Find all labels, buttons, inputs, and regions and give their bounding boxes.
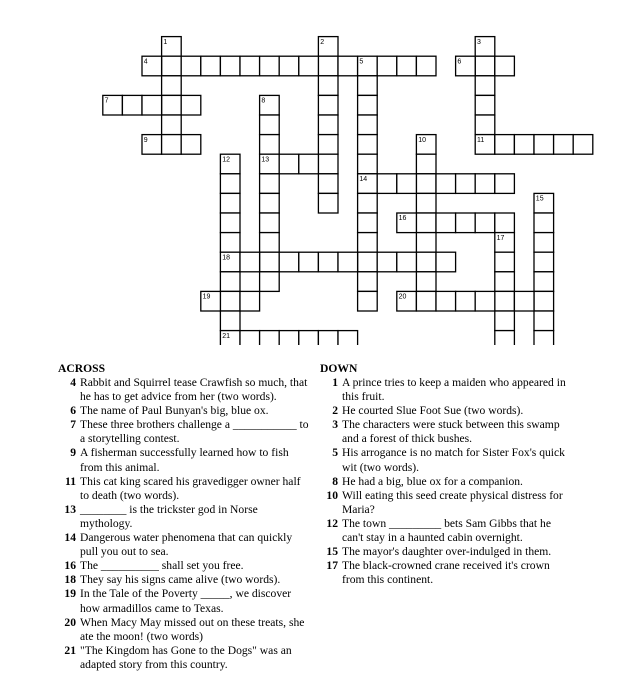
cell-number: 3 [477,38,481,46]
grid-cell[interactable] [534,233,554,253]
grid-cell[interactable] [358,135,378,155]
clue-number: 4 [70,376,76,389]
grid-cell[interactable] [416,272,436,292]
grid-cell[interactable] [338,56,358,76]
crossword-grid [0,0,620,345]
grid-cell[interactable] [475,213,495,233]
cell-number: 2 [320,38,325,46]
clue-text: They say his signs came alive (two words). [80,573,281,587]
cell-number: 1 [163,38,168,46]
cell-number: 13 [261,156,270,164]
grid-cell[interactable] [534,135,554,155]
grid-cell[interactable] [279,154,299,174]
grid-cell[interactable] [220,174,240,194]
grid-cell[interactable] [299,56,319,76]
grid-cell[interactable] [475,174,495,194]
down-clue-5 [320,446,570,474]
cell-number: 10 [418,136,426,144]
grid-cell[interactable] [318,95,338,115]
down-clue-17 [320,559,570,587]
clue-number: 18 [64,573,76,587]
grid-cell[interactable] [573,135,593,155]
grid-cell[interactable] [358,76,378,96]
down-clue-10 [320,489,570,517]
down-clue-3 [320,418,570,446]
clue-number: 5 [332,446,338,460]
clue-text: Rabbit and Squirrel tease Crawfish so much, that he has to get advice from her (two words). [80,376,308,404]
grid-cell[interactable] [456,291,476,311]
clue-text: ________ is the trickster god in Norse mythology. [80,502,258,530]
grid-cell[interactable] [318,331,338,345]
across-heading: ACROSS [58,362,106,375]
down-clue-8 [320,475,570,489]
grid-cell[interactable] [260,252,280,272]
grid-cell[interactable] [299,154,319,174]
across-clue-20 [58,616,310,644]
clue-text: The mayor's daughter over-indulged in them. [342,545,552,559]
grid-cell[interactable] [358,213,378,233]
grid-cell[interactable] [318,193,338,213]
clue-number: 20 [64,615,76,629]
clue-number: 3 [332,418,338,432]
grid-cell[interactable] [240,252,260,272]
grid-cell[interactable] [279,252,299,272]
clue-text: When Macy May missed out on these treats, she ate the moon! (two words) [80,615,305,643]
across-clue-16 [58,559,310,573]
across-clue-14 [58,531,310,559]
grid-cell[interactable] [318,174,338,194]
grid-cell[interactable] [201,56,221,76]
clue-number: 15 [326,545,338,559]
grid-cell[interactable] [338,331,358,345]
grid-cell[interactable] [318,135,338,155]
grid-cell[interactable] [260,213,280,233]
clue-text: Dangerous water phenomena that can quickly pull you out to sea. [80,531,293,559]
clue-number: 17 [326,559,338,573]
grid-cell[interactable] [358,291,378,311]
grid-cell[interactable] [260,56,280,76]
grid-cell[interactable] [554,135,574,155]
grid-cell[interactable] [260,174,280,194]
grid-cell[interactable] [162,135,182,155]
grid-cell[interactable] [416,174,436,194]
grid-cell[interactable] [495,272,515,292]
clue-number: 13 [64,502,76,516]
grid-cell[interactable] [299,331,319,345]
clue-text: The black-crowned crane received it's crown from this continent. [342,559,550,587]
grid-cell[interactable] [495,56,515,76]
down-clue-12 [320,517,570,545]
grid-cell[interactable] [318,56,338,76]
grid-cell[interactable] [260,193,280,213]
clue-text: A prince tries to keep a maiden who appeared in this fruit. [342,376,566,404]
clue-text: Will eating this seed create physical distress for Maria? [342,488,563,516]
across-clue-19 [58,587,310,615]
clue-text: The characters were stuck between this swamp and a forest of thick bushes. [342,418,560,446]
grid-cell[interactable] [358,95,378,115]
grid-cell[interactable] [240,56,260,76]
grid-cell[interactable] [397,252,417,272]
grid-cell[interactable] [181,135,201,155]
grid-cell[interactable] [534,311,554,331]
grid-cell[interactable] [122,95,142,115]
down-clue-2 [320,404,570,418]
cell-number: 8 [261,97,266,105]
down-heading: DOWN [320,362,358,375]
clue-number: 1 [332,376,338,389]
grid-cell[interactable] [240,291,260,311]
grid-cell[interactable] [397,174,417,194]
grid-cell[interactable] [495,174,515,194]
cell-number: 20 [398,293,407,301]
grid-cell[interactable] [416,154,436,174]
grid-cell[interactable] [475,95,495,115]
grid-cell[interactable] [260,272,280,292]
cell-number: 21 [222,332,230,340]
grid-cell[interactable] [358,272,378,292]
grid-cell[interactable] [416,252,436,272]
cell-number: 7 [104,97,109,105]
grid-cell[interactable] [377,174,397,194]
grid-cell[interactable] [220,272,240,292]
clue-number: 8 [332,474,338,488]
grid-cell[interactable] [318,115,338,135]
grid-cell[interactable] [318,252,338,272]
grid-cell[interactable] [162,115,182,135]
clue-text: "The Kingdom has Gone to the Dogs" was an adapted story from this country. [80,643,292,671]
grid-cell[interactable] [240,331,260,345]
down-clues [320,362,570,587]
across-clue-4 [58,376,310,404]
grid-cell[interactable] [514,135,534,155]
grid-cell[interactable] [534,331,554,345]
grid-cell[interactable] [436,252,456,272]
grid-cell[interactable] [495,213,515,233]
clue-number: 21 [64,643,76,657]
grid-cell[interactable] [495,311,515,331]
cell-number: 11 [477,136,485,144]
clue-text: In the Tale of the Poverty _____, we discover how armadillos came to Texas. [80,587,292,615]
grid-cell[interactable] [397,56,417,76]
grid-cell[interactable] [260,115,280,135]
grid-cell[interactable] [416,56,436,76]
grid-cell[interactable] [260,331,280,345]
grid-cell[interactable] [220,233,240,253]
cell-number: 4 [143,58,148,66]
grid-cell[interactable] [416,193,436,213]
down-clue-15 [320,545,570,559]
cell-number: 15 [535,195,544,203]
grid-cell[interactable] [181,95,201,115]
clue-text: These three brothers challenge a ___________ to a storytelling contest. [80,418,309,446]
across-clue-9 [58,446,310,474]
clue-text: The name of Paul Bunyan's big, blue ox. [80,404,269,418]
grid-cell[interactable] [475,56,495,76]
clue-text: He had a big, blue ox for a companion. [342,474,523,488]
grid-cell[interactable] [260,135,280,155]
across-clue-7 [58,418,310,446]
grid-cell[interactable] [220,213,240,233]
cell-number: 6 [457,58,462,66]
grid-cell[interactable] [279,331,299,345]
clue-text: He courted Slue Foot Sue (two words). [342,404,524,418]
clue-number: 12 [326,516,338,530]
clue-text: The __________ shall set you free. [80,559,244,573]
clue-number: 9 [70,446,76,460]
grid-cell[interactable] [475,76,495,96]
grid-cell[interactable] [358,233,378,253]
clue-number: 16 [64,559,76,573]
grid-cell[interactable] [260,233,280,253]
down-clue-1 [320,376,570,404]
grid-cell[interactable] [436,213,456,233]
grid-cell[interactable] [181,56,201,76]
grid-cell[interactable] [220,291,240,311]
cell-number: 16 [398,215,407,223]
clue-number: 11 [65,474,76,488]
grid-cell[interactable] [416,291,436,311]
grid-cell[interactable] [338,252,358,272]
grid-cell[interactable] [475,291,495,311]
grid-cell[interactable] [534,291,554,311]
across-clue-6 [58,404,310,418]
cell-number: 12 [222,156,230,164]
grid-cell[interactable] [358,252,378,272]
clue-number: 2 [332,404,338,418]
cell-number: 17 [496,234,505,242]
cell-number: 19 [202,293,211,301]
grid-cell[interactable] [279,56,299,76]
clue-text: The town _________ bets Sam Gibbs that he can't stay in a haunted cabin overnight. [342,516,551,545]
cell-number: 14 [359,176,368,183]
grid-cell[interactable] [358,154,378,174]
grid-cell[interactable] [495,331,515,345]
grid-cell[interactable] [514,291,534,311]
clue-number: 7 [70,418,76,432]
across-clue-13 [58,503,310,531]
clue-text: His arrogance is no match for Sister Fox's quick wit (two words). [342,446,565,474]
clue-number: 14 [64,531,76,545]
grid-cell[interactable] [475,115,495,135]
cell-number: 9 [143,136,148,144]
grid-cell[interactable] [299,252,319,272]
grid-cell[interactable] [162,95,182,115]
across-clues [58,362,310,672]
cell-number: 18 [222,254,230,262]
grid-cell[interactable] [142,95,162,115]
grid-cell[interactable] [436,174,456,194]
clue-number: 6 [70,404,76,418]
grid-cell[interactable] [377,252,397,272]
grid-cell[interactable] [456,174,476,194]
grid-cell[interactable] [377,56,397,76]
grid-cell[interactable] [318,76,338,96]
grid-cell[interactable] [436,291,456,311]
across-clue-18 [58,573,310,587]
grid-cell[interactable] [358,115,378,135]
grid-cell[interactable] [358,193,378,213]
grid-cell[interactable] [495,135,515,155]
grid-cell[interactable] [534,252,554,272]
clue-text: A fisherman successfully learned how to fish from this animal. [80,446,289,474]
across-clue-21 [58,644,310,672]
grid-cell[interactable] [220,311,240,331]
clue-number: 10 [326,488,338,502]
across-clue-11 [58,475,310,503]
clue-text: This cat king scared his gravedigger owner half to death (two words). [80,474,301,502]
cell-number: 5 [359,58,364,66]
grid-cell[interactable] [495,252,515,272]
grid-cell[interactable] [318,154,338,174]
grid-cell[interactable] [416,213,436,233]
clue-number: 19 [64,587,76,601]
grid-cell[interactable] [534,272,554,292]
grid-cell[interactable] [456,213,476,233]
grid-cell[interactable] [162,76,182,96]
grid-cell[interactable] [495,291,515,311]
grid-cell[interactable] [220,193,240,213]
grid-cell[interactable] [220,56,240,76]
grid-cell[interactable] [534,213,554,233]
grid-cell[interactable] [416,233,436,253]
grid-cell[interactable] [162,56,182,76]
